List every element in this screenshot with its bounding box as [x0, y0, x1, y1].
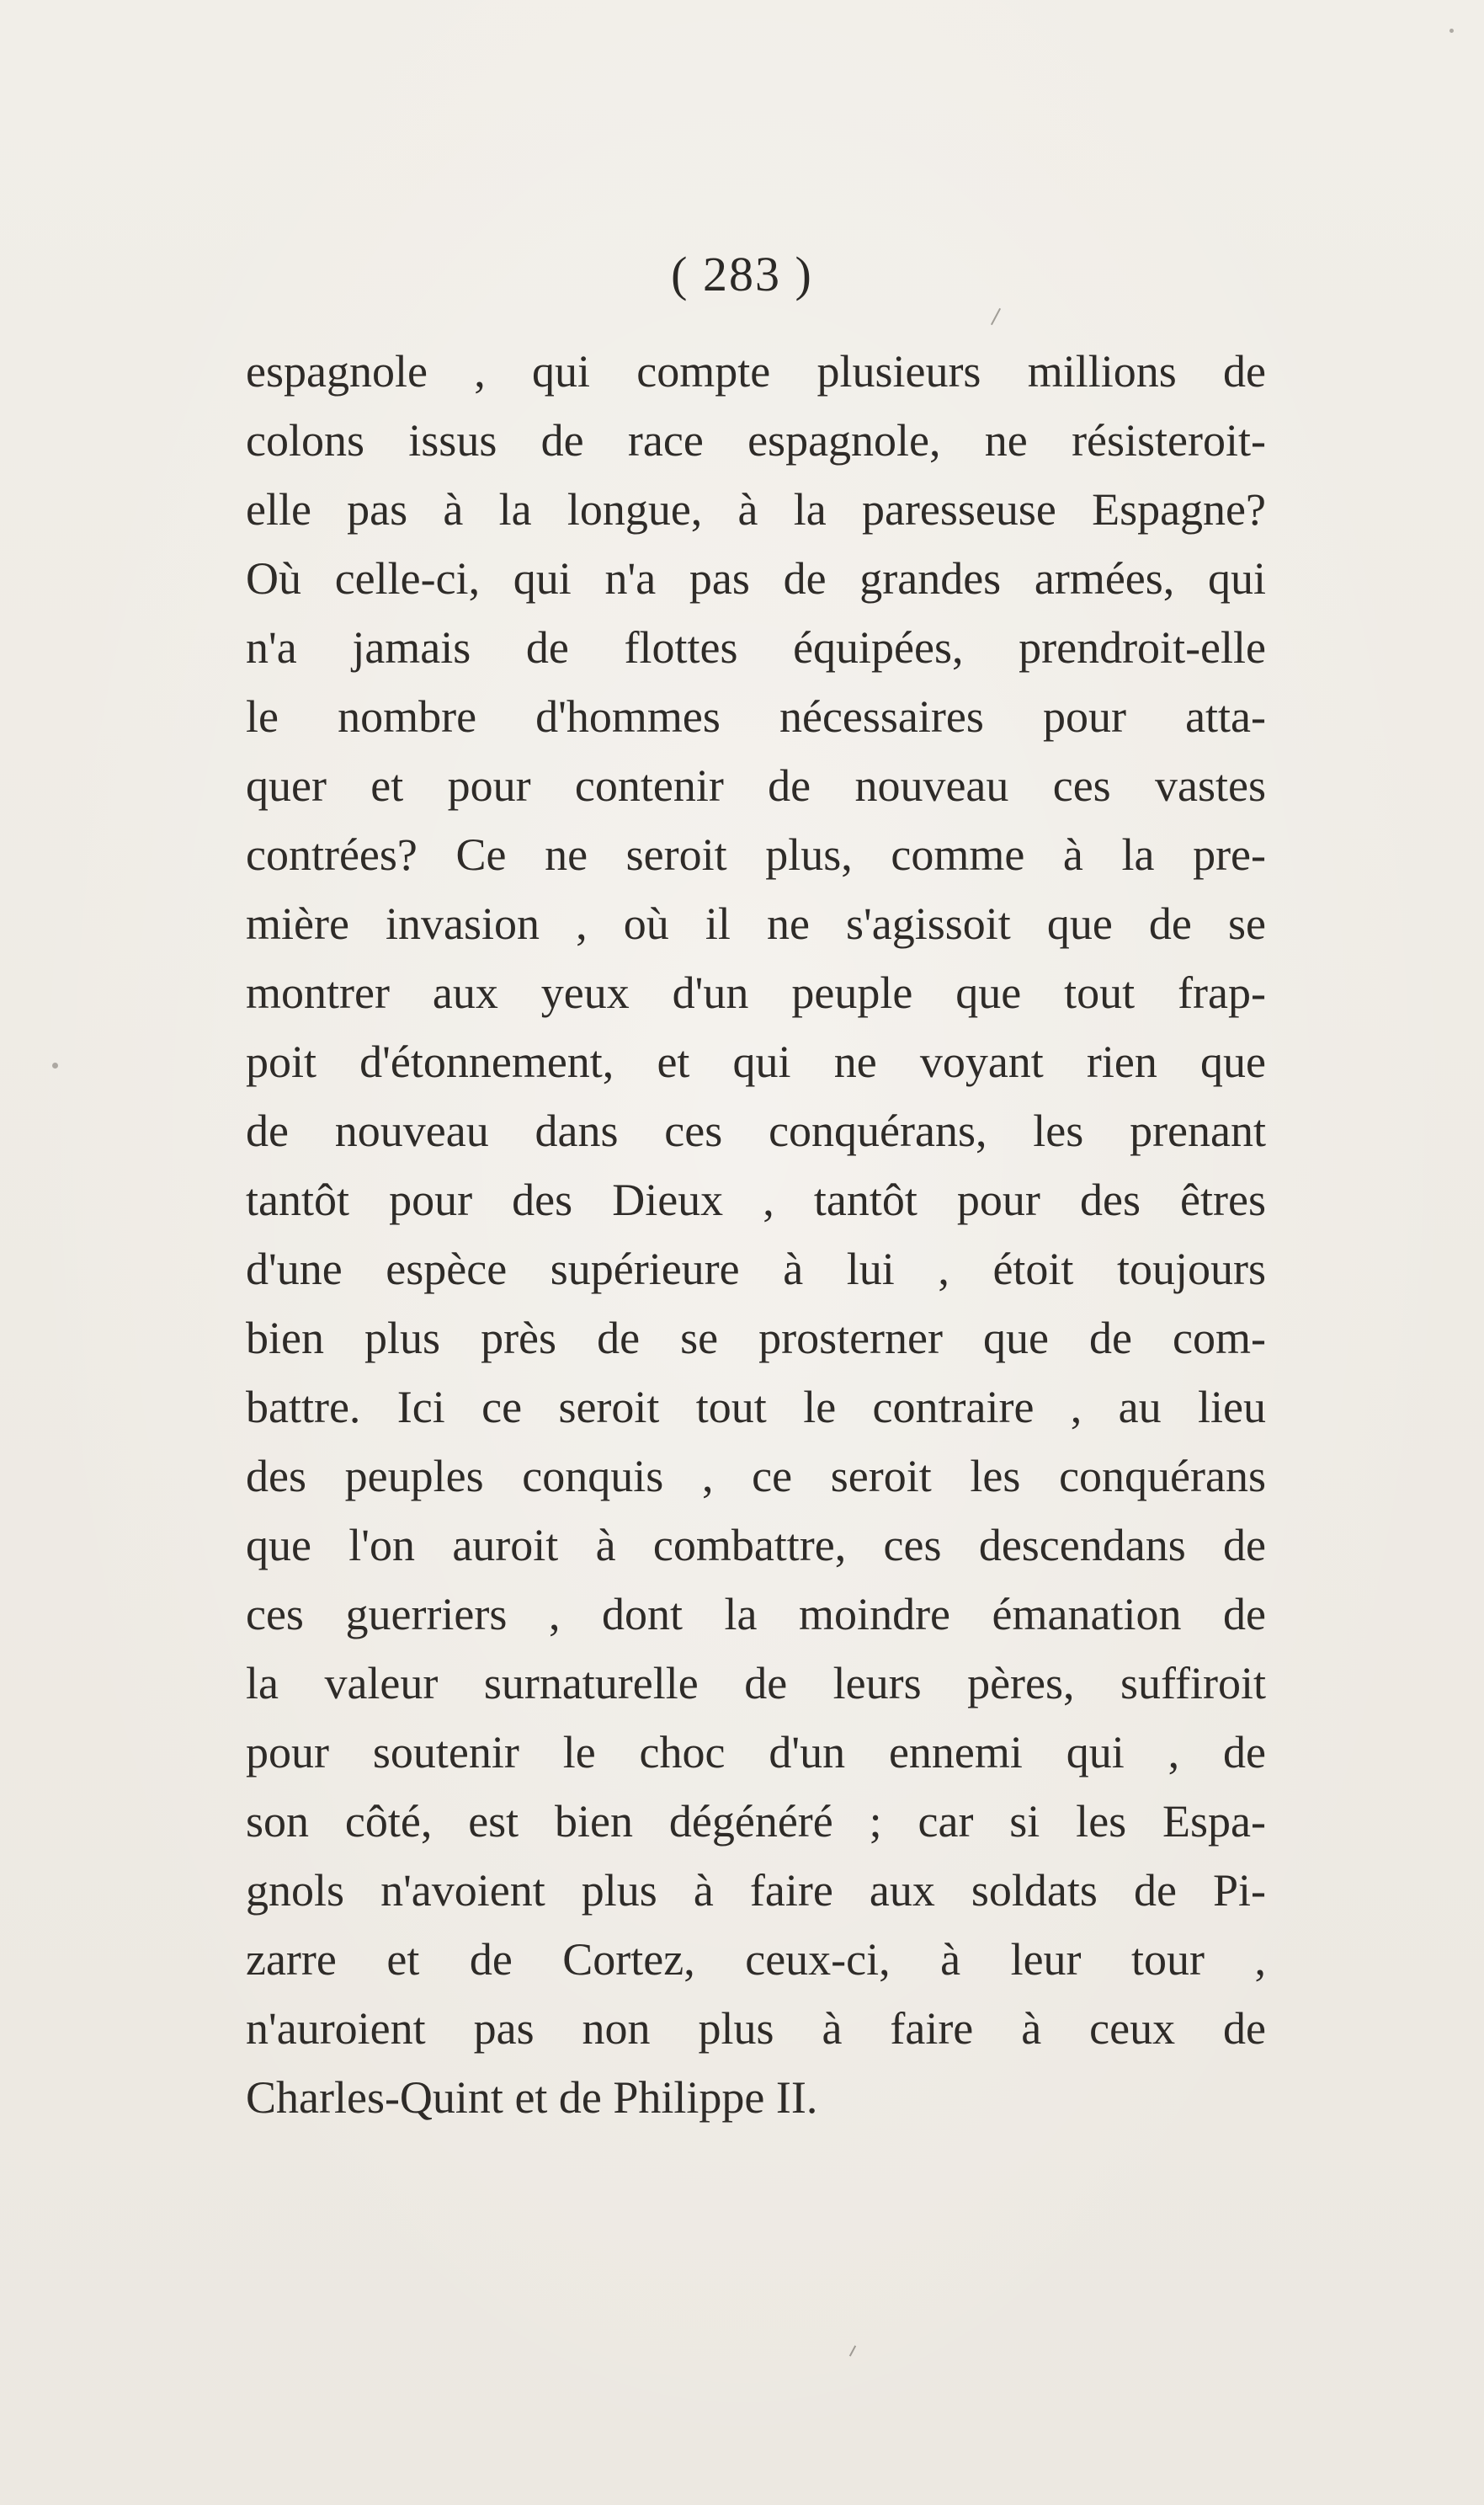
text-line: Où celle-ci, qui n'a pas de grandes armées, qui — [246, 553, 1266, 604]
text-line: bien plus près de se prosterner que de com- — [246, 1313, 1266, 1363]
ink-mark — [991, 308, 1001, 325]
text-line: montrer aux yeux d'un peuple que tout frap- — [246, 967, 1266, 1018]
text-line: zarre et de Cortez, ceux-ci, à leur tour , — [246, 1934, 1266, 1985]
text-line: n'a jamais de flottes équipées, prendroit-elle — [246, 622, 1266, 673]
text-line: d'une espèce supérieure à lui , étoit toujours — [246, 1244, 1266, 1294]
text-line: n'auroient pas non plus à faire à ceux de — [246, 2003, 1266, 2054]
text-line: Charles-Quint et de Philippe II. — [246, 2072, 818, 2123]
text-line: mière invasion , où il ne s'agissoit que de se — [246, 898, 1266, 949]
text-line: contrées? Ce ne seroit plus, comme à la pre- — [246, 829, 1266, 880]
text-line: que l'on auroit à combattre, ces descendans de — [246, 1520, 1266, 1570]
page-number: ( 283 ) — [671, 247, 813, 301]
ink-mark — [849, 2345, 856, 2356]
text-line: espagnole , qui compte plusieurs millions de — [246, 346, 1266, 397]
text-line: tantôt pour des Dieux , tantôt pour des êtres — [246, 1175, 1266, 1225]
text-line: quer et pour contenir de nouveau ces vastes — [246, 760, 1266, 811]
text-line: des peuples conquis , ce seroit les conquérans — [246, 1451, 1266, 1501]
text-line: la valeur surnaturelle de leurs pères, suffiroit — [246, 1658, 1266, 1708]
text-line: battre. Ici ce seroit tout le contraire , au lieu — [246, 1382, 1266, 1432]
text-line: le nombre d'hommes nécessaires pour atta- — [246, 691, 1266, 742]
text-line: ces guerriers , dont la moindre émanation de — [246, 1589, 1266, 1639]
paper-speck — [52, 1063, 58, 1069]
text-line: de nouveau dans ces conquérans, les prenant — [246, 1106, 1266, 1156]
text-line: elle pas à la longue, à la paresseuse Espagne? — [246, 484, 1266, 535]
text-line: gnols n'avoient plus à faire aux soldats de Pi- — [246, 1865, 1266, 1916]
text-line: pour soutenir le choc d'un ennemi qui , de — [246, 1727, 1266, 1777]
paper-speck — [1449, 29, 1454, 33]
body-text — [246, 337, 1266, 2132]
text-line: colons issus de race espagnole, ne résisteroit- — [246, 415, 1266, 466]
text-line: poit d'étonnement, et qui ne voyant rien que — [246, 1037, 1266, 1087]
text-line: son côté, est bien dégénéré ; car si les Espa- — [246, 1796, 1266, 1847]
